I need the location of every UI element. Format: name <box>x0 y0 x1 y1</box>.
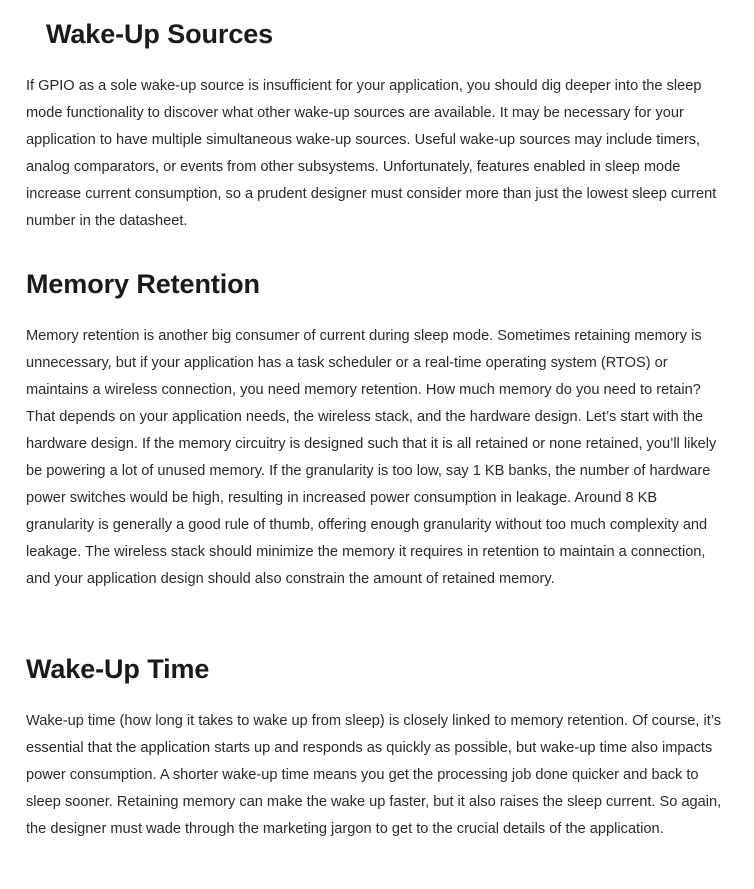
section-heading-wake-up-time: Wake-Up Time <box>26 654 210 684</box>
section-heading-memory-retention: Memory Retention <box>26 269 260 299</box>
section-paragraph-memory-retention: Memory retention is another big consumer of current during sleep mode. Sometimes retaining memory is unnecessary, but if your application has a task scheduler or a real-time operating system (RTOS) or maintains a wireless connection, you need memory retention. How much memory do you need to retain? That depends on your application needs, the wireless stack, and the hardware design. Let’s start with the hardware design. If the memory circuitry is designed such that it is all retained or none retained, you’ll likely be powering a lot of unused memory. If the granularity is too low, say 1 KB banks, the number of hardware power switches would be high, resulting in increased power consumption in leakage. Around 8 KB granularity is generally a good rule of thumb, offering enough granularity without too much complexity and leakage. The wireless stack should minimize the memory it requires in retention to maintain a connection, and your application design should also constrain the amount of retained memory. <box>26 328 717 587</box>
section-heading-wake-up-sources: Wake-Up Sources <box>46 19 274 49</box>
section-paragraph-wake-up-sources: If GPIO as a sole wake-up source is insufficient for your application, you should dig deeper into the sleep mode functionality to discover what other wake-up sources are available. It may be necessary for your application to have multiple simultaneous wake-up sources. Useful wake-up sources may include timers, analog comparators, or events from other subsystems. Unfortunately, features enabled in sleep mode increase current consumption, so a prudent designer must consider more than just the lowest sleep current number in the datasheet. <box>26 78 717 229</box>
section-paragraph-wake-up-time: Wake-up time (how long it takes to wake up from sleep) is closely linked to memory retention. Of course, it’s essential that the application starts up and responds as quickly as possible, but wake-up time also impacts power consumption. A shorter wake-up time means you get the processing job done quicker and back to sleep sooner. Retaining memory can make the wake up faster, but it also raises the sleep current. So again, the designer must wade through the marketing jargon to get to the crucial details of the application. <box>26 713 722 837</box>
